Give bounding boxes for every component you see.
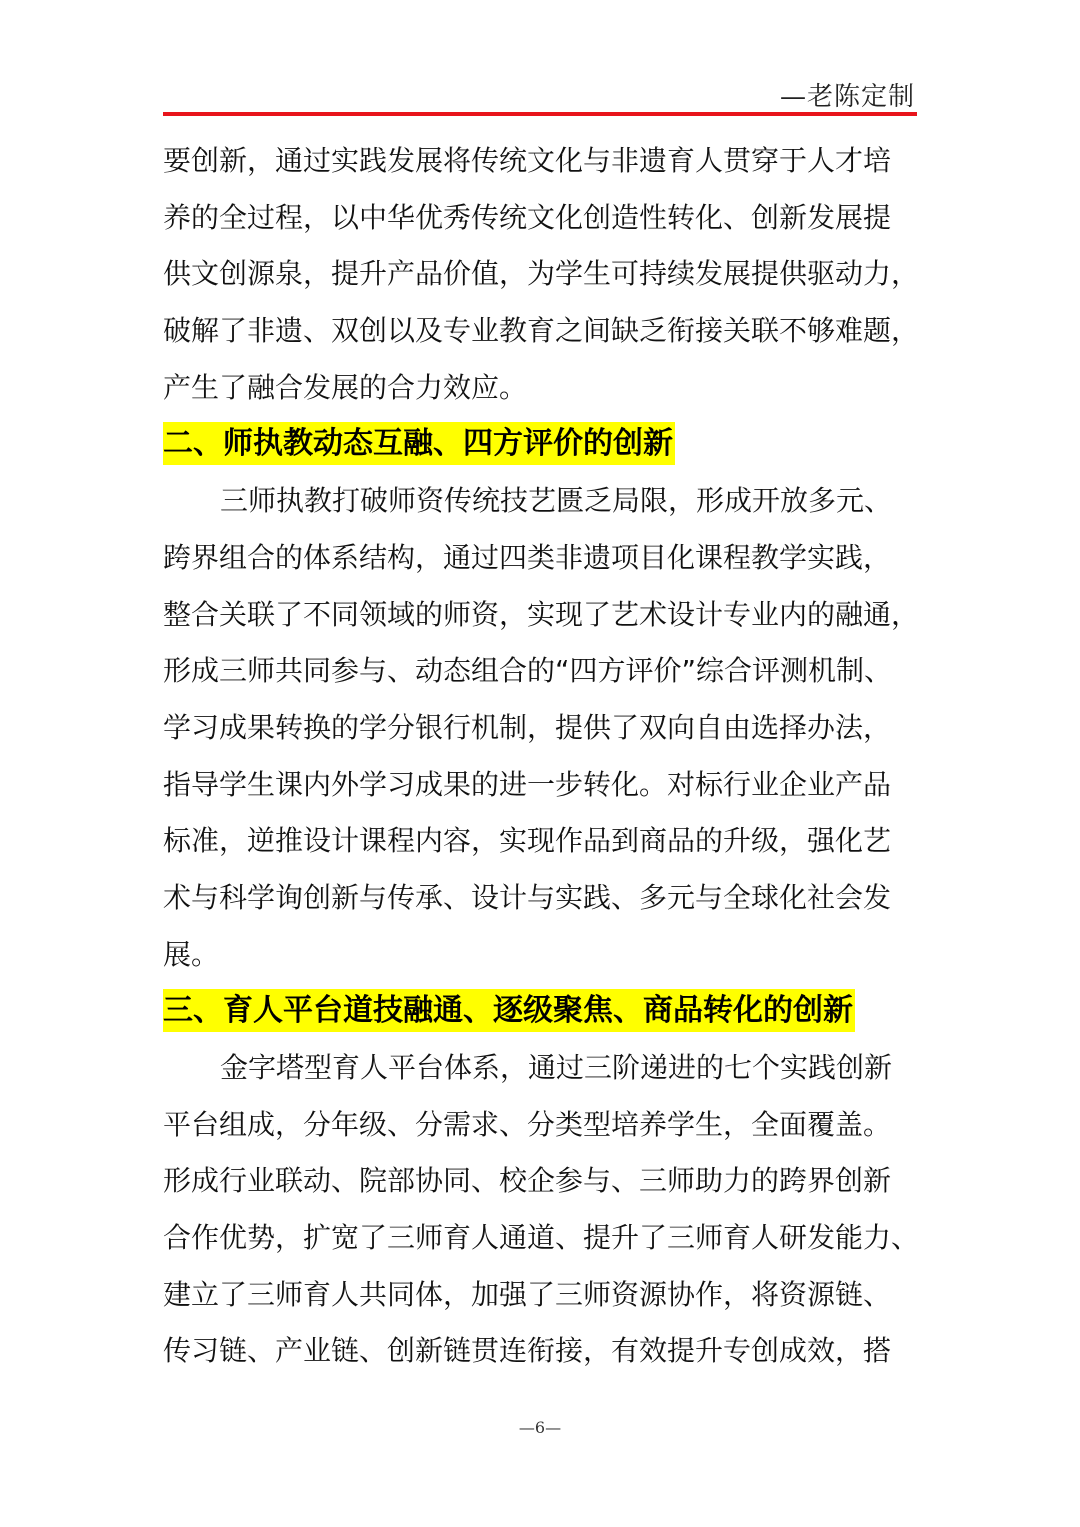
paragraph-line: 形成行业联动、院部协同、校企参与、三师助力的跨界创新: [163, 1164, 892, 1198]
paragraph-line: 跨界组合的体系结构，通过四类非遗项目化课程教学实践，: [163, 540, 892, 574]
header-rule: [163, 112, 917, 116]
paragraph-line: 展。: [163, 937, 220, 971]
paragraph-line: 学习成果转换的学分银行机制，提供了双向自由选择办法，: [163, 710, 892, 744]
paragraph-line: 金字塔型育人平台体系，通过三阶递进的七个实践创新: [220, 1051, 893, 1084]
paragraph-line: 养的全过程，以中华优秀传统文化创造性转化、创新发展提: [163, 200, 892, 234]
paragraph-line: 标准，逆推设计课程内容，实现作品到商品的升级，强化艺: [163, 824, 892, 858]
paragraph-line: 三师执教打破师资传统技艺匮乏局限，形成开放多元、: [220, 484, 893, 518]
header-text: —老陈定制: [779, 82, 915, 112]
section-heading-text: 二、师执教动态互融、四方评价的创新: [163, 422, 675, 465]
paragraph-line: 供文创源泉，提升产品价值，为学生可持续发展提供驱动力，: [163, 257, 919, 291]
page-number: —6—: [518, 1418, 562, 1437]
paragraph-line: 破解了非遗、双创以及专业教育之间缺乏衔接关联不够难题，: [163, 314, 919, 348]
section-heading-3: [163, 983, 919, 1040]
paragraph-line: 指导学生课内外学习成果的进一步转化。对标行业企业产品: [163, 767, 892, 801]
paragraph-line: 整合关联了不同领域的师资，实现了艺术设计专业内的融通，: [163, 597, 919, 631]
paragraph-line: 产生了融合发展的合力效应。: [163, 370, 528, 404]
section-heading-2: [163, 416, 919, 473]
paragraph-line: 建立了三师育人共同体，加强了三师资源协作，将资源链、: [163, 1277, 892, 1311]
paragraph-line: 平台组成，分年级、分需求、分类型培养学生，全面覆盖。: [163, 1107, 892, 1141]
document-body: [163, 133, 919, 1380]
paragraph-line: 形成三师共同参与、动态组合的“四方评价”综合评测机制、: [163, 654, 893, 688]
section-heading-text: 三、育人平台道技融通、逐级聚焦、商品转化的创新: [163, 989, 855, 1032]
paragraph-line: 术与科学询创新与传承、设计与实践、多元与全球化社会发: [163, 880, 892, 914]
paragraph-line: 要创新，通过实践发展将传统文化与非遗育人贯穿于人才培: [163, 144, 892, 177]
paragraph-line: 传习链、产业链、创新链贯连衔接，有效提升专创成效，搭: [163, 1334, 892, 1368]
paragraph-line: 合作优势，扩宽了三师育人通道、提升了三师育人研发能力、: [163, 1221, 919, 1255]
